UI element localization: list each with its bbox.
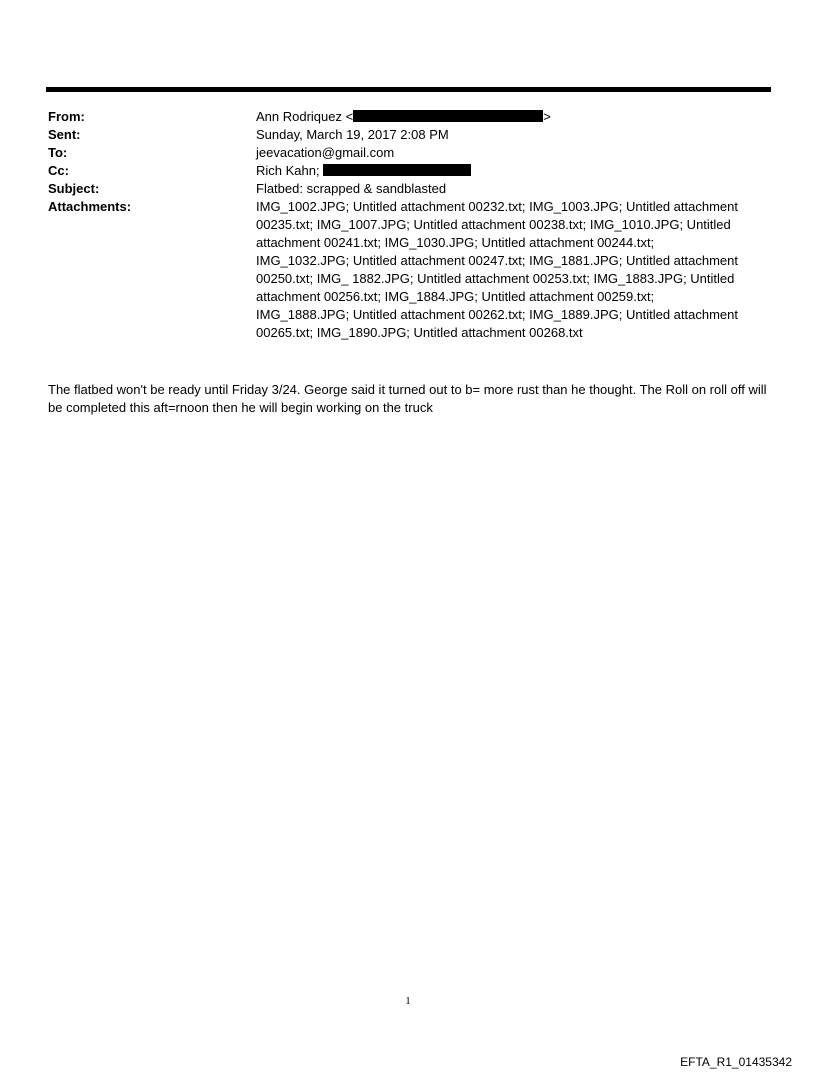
cc-value bbox=[256, 162, 770, 180]
from-value bbox=[256, 108, 770, 126]
page-number: 1 bbox=[405, 995, 411, 1007]
from-label: From: bbox=[48, 109, 85, 124]
to-row bbox=[48, 144, 770, 162]
sent-row bbox=[48, 126, 770, 144]
document-id: EFTA_R1_01435342 bbox=[680, 1055, 792, 1069]
cc-label: Cc: bbox=[48, 163, 69, 178]
cc-row bbox=[48, 162, 770, 180]
to-label: To: bbox=[48, 145, 68, 160]
redacted-email bbox=[353, 110, 543, 122]
to-value: jeevacation@gmail.com bbox=[256, 145, 395, 160]
header-divider bbox=[46, 87, 771, 92]
subject-row bbox=[48, 180, 770, 198]
cc-name: Rich Kahn; bbox=[256, 163, 320, 178]
sent-value: Sunday, March 19, 2017 2:08 PM bbox=[256, 127, 449, 142]
subject-label: Subject: bbox=[48, 181, 100, 196]
email-body: The flatbed won't be ready until Friday 3/24. George said it turned out to b= more rust than he thought. The Roll on roll off will be completed this aft=rnoon then he will begin working on the truck bbox=[48, 382, 767, 415]
from-value-end: > bbox=[543, 109, 551, 124]
sent-label: Sent: bbox=[48, 127, 81, 142]
redacted-cc-email bbox=[323, 164, 471, 176]
attachments-row bbox=[48, 198, 770, 342]
email-header bbox=[48, 108, 770, 342]
subject-value: Flatbed: scrapped & sandblasted bbox=[256, 181, 447, 196]
from-row bbox=[48, 108, 770, 126]
from-name: Ann Rodriquez < bbox=[256, 109, 354, 124]
attachments-value: IMG_1002.JPG; Untitled attachment 00232.txt; IMG_1003.JPG; Untitled attachment 00235.txt; IMG_1007.JPG; Untitled attachment 00238.txt; IMG_1010.JPG; Untitled attachment 00241.txt; IMG_1030.JPG; Untitled attachment 00244.txt; IMG_1032.JPG; Untitled attachment 00247.txt; IMG_1881.JPG; Untitled attachment 00250.txt; IMG_ 1882.JPG; Untitled attachment 00253.txt; IMG_1883.JPG; Untitled attachment 00256.txt; IMG_1884.JPG; Untitled attachment 00259.txt; IMG_1888.JPG; Untitled attachment 00262.txt; IMG_1889.JPG; Untitled attachment 00265.txt; IMG_1890.JPG; Untitled attachment 00268.txt bbox=[256, 199, 738, 340]
attachments-label: Attachments: bbox=[48, 199, 132, 214]
